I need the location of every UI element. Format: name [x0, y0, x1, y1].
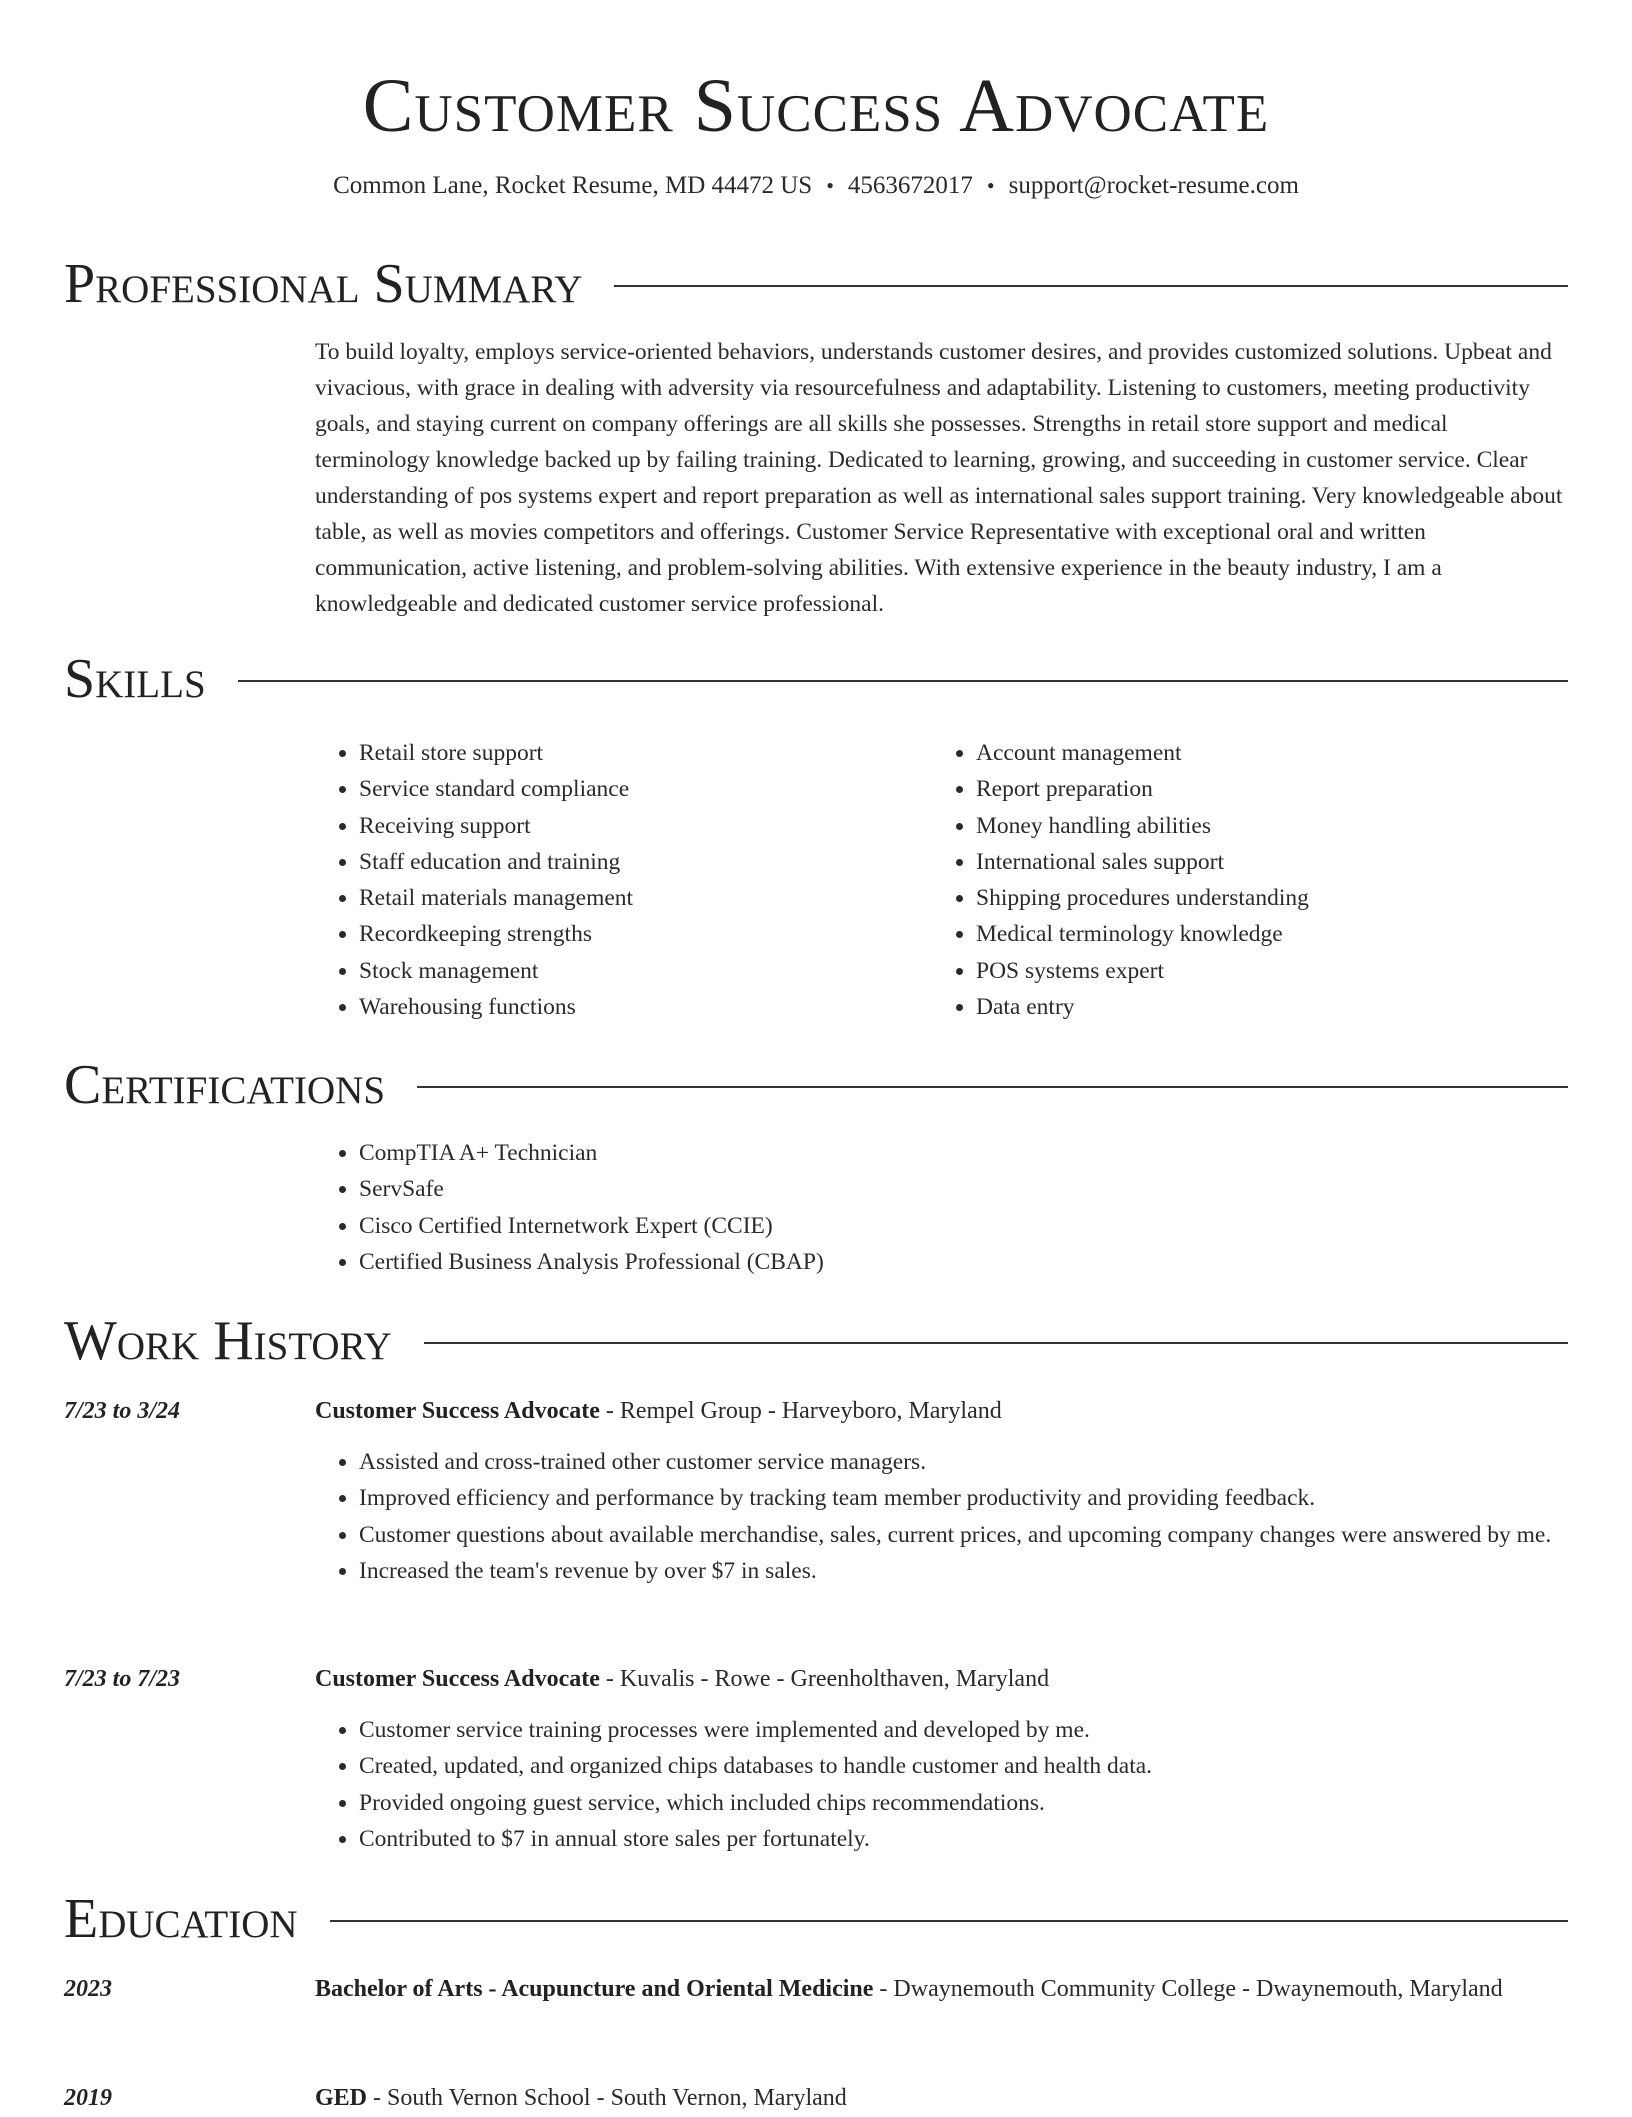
job-bullet: • Provided ongoing guest service, which included chips recommendations.: [359, 1785, 1568, 1821]
skill-item: • Data entry: [976, 989, 1549, 1025]
contact-separator: •: [826, 173, 834, 198]
work-section-title: Work History: [64, 1310, 392, 1372]
skill-item: • Report preparation: [976, 771, 1549, 807]
skill-item: • Money handling abilities: [976, 808, 1549, 844]
summary-text: To build loyalty, employs service-oriented behaviors, understands customer desires, and provides customized solutions. Upbeat and vivacious, with grace in dealing with adversity via resourcefulness and adaptability. Listening to customers, meeting productivity goals, and staying current on company offerings are all skills she possesses. Strengths in retail store support and medical terminology knowledge backed up by failing training. Dedicated to learning, growing, and succeeding in customer service. Clear understanding of pos systems expert and report preparation as well as international sales support training. Very knowledgeable about table, as well as movies competitors and offerings. Customer Service Representative with exceptional oral and written communication, active listening, and problem-solving abilities. With extensive experience in the beauty industry, I am a knowledgeable and dedicated customer service professional.: [315, 339, 1563, 617]
job-bullets: [315, 1712, 1568, 1857]
certification-item: • Cisco Certified Internetwork Expert (CCIE): [359, 1208, 1568, 1244]
summary-section-title: Professional Summary: [64, 253, 583, 315]
section-divider: [330, 1920, 1568, 1922]
skills-section-header: [64, 647, 1568, 711]
job-role: Customer Success Advocate: [315, 1398, 600, 1424]
resume-name: Customer Success Advocate: [362, 64, 1270, 148]
job-details: - Kuvalis - Rowe - Greenholthaven, Maryland: [599, 1666, 1050, 1692]
job-title-line: [315, 1393, 1568, 1430]
job-dates: 7/23 to 7/23: [64, 1666, 181, 1692]
summary-section-header: [64, 252, 1568, 316]
skills-content: [315, 735, 1568, 1025]
contact-line: [64, 170, 1568, 202]
contact-email: support@rocket-resume.com: [1008, 172, 1299, 199]
certifications-content: [315, 1135, 1568, 1280]
certifications-section-title: Certifications: [64, 1054, 386, 1116]
job-bullet: • Created, updated, and organized chips databases to handle customer and health data.: [359, 1748, 1568, 1784]
education-degree: Bachelor of Arts - Acupuncture and Oriental Medicine: [315, 1976, 874, 2002]
section-divider: [424, 1342, 1568, 1344]
skills-column-right: [932, 735, 1549, 1025]
summary-content: [315, 334, 1568, 622]
section-divider: [614, 285, 1568, 287]
certification-item: • ServSafe: [359, 1171, 1568, 1207]
job-bullet: • Assisted and cross-trained other customer service managers.: [359, 1444, 1568, 1480]
education-line: [315, 2080, 1568, 2117]
section-divider: [238, 680, 1568, 682]
job-dates: 7/23 to 3/24: [64, 1398, 181, 1424]
skill-item: • Account management: [976, 735, 1549, 771]
skill-item: • Staff education and training: [359, 844, 932, 880]
resume-page: [64, 0, 1568, 2111]
education-year: 2023: [64, 1976, 112, 2002]
education-section-header: [64, 1887, 1568, 1951]
education-degree: GED: [315, 2085, 368, 2111]
education-details: - Dwaynemouth Community College - Dwaynemouth, Maryland: [873, 1976, 1503, 2002]
job-bullet: • Customer questions about available merchandise, sales, current prices, and upcoming company changes were answered by me.: [359, 1517, 1568, 1553]
skill-item: • International sales support: [976, 844, 1549, 880]
skill-item: • Service standard compliance: [359, 771, 932, 807]
skills-column-left: [315, 735, 932, 1025]
job-role: Customer Success Advocate: [315, 1666, 600, 1692]
job-bullets: [315, 1444, 1568, 1589]
job-details: - Rempel Group - Harveyboro, Maryland: [599, 1398, 1002, 1424]
job-bullet: • Customer service training processes were implemented and developed by me.: [359, 1712, 1568, 1748]
job-bullet: • Contributed to $7 in annual store sales per fortunately.: [359, 1821, 1568, 1857]
job-bullet: • Increased the team's revenue by over $7 in sales.: [359, 1553, 1568, 1589]
skills-section-title: Skills: [64, 648, 206, 710]
education-year: 2019: [64, 2085, 112, 2111]
skill-item: • Stock management: [359, 953, 932, 989]
job-title-line: [315, 1661, 1568, 1698]
skill-item: • Shipping procedures understanding: [976, 880, 1549, 916]
job-bullet: • Improved efficiency and performance by tracking team member productivity and providing feedback.: [359, 1480, 1568, 1516]
skill-item: • Retail store support: [359, 735, 932, 771]
certification-item: • CompTIA A+ Technician: [359, 1135, 1568, 1171]
education-section-title: Education: [64, 1888, 298, 1950]
contact-separator: •: [986, 173, 995, 198]
skill-item: • Warehousing functions: [359, 989, 932, 1025]
skill-item: • Recordkeeping strengths: [359, 916, 932, 952]
education-details: - South Vernon School - South Vernon, Maryland: [367, 2085, 847, 2111]
education-line: [315, 1971, 1568, 2008]
contact-phone: 4563672017: [847, 172, 973, 199]
skill-item: • POS systems expert: [976, 953, 1549, 989]
section-divider: [417, 1086, 1568, 1088]
work-section-header: [64, 1309, 1568, 1373]
certification-item: • Certified Business Analysis Professional (CBAP): [359, 1244, 1568, 1280]
certifications-section-header: [64, 1053, 1568, 1117]
skill-item: • Retail materials management: [359, 880, 932, 916]
skill-item: • Medical terminology knowledge: [976, 916, 1549, 952]
contact-address: Common Lane, Rocket Resume, MD 44472 US: [333, 172, 813, 199]
skill-item: • Receiving support: [359, 808, 932, 844]
